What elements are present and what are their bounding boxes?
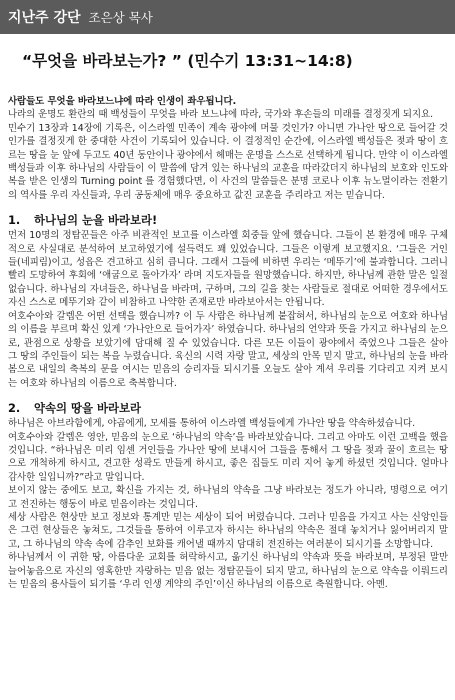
header-speaker: 조은상 목사 bbox=[88, 10, 153, 25]
section-1-number: 1. bbox=[8, 213, 21, 228]
section-2-paragraph-4: 세상 사람은 현상만 보고 정보와 통계만 믿는 세상이 되어 버렸습니다. 그러나 믿음을 가지고 사는 신앙인들은 그런 현상들은 놓쳐도, 그것들을 통하여 이루고자 하시는 하나님의 약속은 절대 놓치거나 잃어버리지 말고, 그 하나님의 약속 속에 감추인 보화를 캐어낼 때까지 담대히 전진하는 여러분이 되시기를 소망합니다. bbox=[8, 511, 448, 550]
sermon-body bbox=[0, 95, 455, 591]
page-header bbox=[0, 0, 455, 34]
intro-lead: 사람들도 무엇을 바라보느냐에 따라 인생이 좌우됩니다. bbox=[8, 96, 237, 107]
intro-paragraph-1: 나라의 운명도 환란의 때 백성들이 무엇을 바라 보느냐에 따라, 국가와 후손들의 미래를 결정짓게 되지요. bbox=[8, 109, 434, 121]
section-2-paragraph-2: 여호수아와 갈렙은 영안, 믿음의 눈으로 ‘하나님의 약속’을 바라보았습니다. 그리고 아마도 이런 고백을 했을 것입니다. “하나님은 미리 임센 거인들을 가나안 땅에 보내시어 그들을 통해서 그 땅을 젖과 꿀이 흐르는 땅으로 개척하게 하시고, 견고한 성곽도 만들게 하시고, 좋은 집들도 미리 지어 놓게 하셨던 것입니다. 얼마나 감사한 일입니까?”라고 말입니다. bbox=[8, 431, 448, 483]
sermon-title: “무엇을 바라보는가? ” (민수기 13:31~14:8) bbox=[22, 52, 353, 70]
section-1-paragraph-2: 여호수아와 갈렙은 어떤 선택을 했습니까? 이 두 사람은 하나님께 붙잡혀서, 하나님의 눈으로 여호와 하나님의 이름을 부르며 확신 있게 ‘가나안으로 들어가자’ 하였습니다. 하나님의 언약과 뜻을 가지고 하나님의 눈으로, 관점으로 상황을 보았기에 담대해 질 수 있었습니다. 다른 모든 이들이 광야에서 죽었으나 그들은 살아 그 땅의 주인들이 되는 복을 누렸습니다. 육신의 시력 자랑 말고, 세상의 안목 믿지 말고, 하나님의 눈을 바라봄으로 내일의 축복의 문을 여시는 믿음의 승리자들 되시기를 오늘도 살아 계셔 우리를 기다리고 지켜 보시는 여호와 하나님의 이름으로 축복합니다. bbox=[8, 310, 448, 389]
section-2-number: 2. bbox=[8, 401, 21, 416]
section-2-paragraph-5: 하나님께서 이 귀한 땅, 아름다운 교회를 허락하시고, 옮기신 하나님의 약속과 뜻을 바라보며, 부정된 말만 늘어놓음으로 자신의 영혹한만 자랑하는 믿음 없는 정탐꾼들이 되지 말고, 하나님의 눈으로 약속을 이뤄드리는 믿음의 용사들이 되기를 ‘우리 인생 계약의 주인’이신 하나님의 이름으로 축원합니다. 아멘. bbox=[8, 552, 448, 590]
intro-paragraph-2: 민수기 13장과 14장에 기록은, 이스라엘 민족이 계속 광야에 머물 것인가? 아니면 가나안 땅으로 들어갈 것인가를 결정짓게 한 중대한 사건이 기록되어 있습니다. 이 결정적인 순간에, 이스라엘 백성들은 젖과 땅이 흐르는 땅을 눈 앞에 두고도 40년 동안이나 광야에서 헤매는 운명을 스스로 선택하게 됩니다. 만약 이 이스라엘 백성들과 이후 하나님의 사람들이 이 말씀에 담겨 있는 하나님의 교훈을 따라갔더지 하나님의 보호와 인도와 복을 받은 인생의 Turning point 를 경험했다면, 이 사건의 말씀들은 분명 코로나 이후 뉴노멀이라는 전환기의 역사를 우리 자신들과, 우리 공동체에 매우 중요하고 값진 교훈을 주리라고 저는 믿습니다. bbox=[8, 122, 448, 201]
section-2-paragraph-3: 보이지 않는 중에도 보고, 확신을 가지는 것, 하나님의 약속을 그냥 바라보는 정도가 아니라, 명령으로 여기고 전진하는 행동이 바로 믿음이라는 것입니다. bbox=[8, 485, 448, 510]
section-2-paragraph-1: 하나님은 아브라함에게, 야곱에게, 모세를 통하여 이스라엘 백성들에게 가나안 땅을 약속하셨습니다. bbox=[8, 418, 416, 430]
section-2-title: 약속의 땅을 바라보라 bbox=[34, 401, 141, 416]
section-1-title: 하나님의 눈을 바라보라! bbox=[34, 213, 158, 228]
header-title: 지난주 강단 bbox=[8, 10, 81, 26]
section-2-heading bbox=[8, 400, 448, 416]
section-1-paragraph-1: 먼저 10명의 정탐꾼들은 아주 비관적인 보고를 이스라엘 회중들 앞에 했습니다. 그들이 본 환경에 매우 구체적으로 사실대로 분석하여 보고하였기에 설득력도 꽤 있었습니다. 그들은 이렇게 보고했지요. ‘그들은 거인들(네피림)이고, 성읍은 견고하고 심히 큽니다. 그래서 그들에 비하면 우리는 ‘메뚜기’에 불과합니다. 그러니 빨리 도망하여 후회에 ‘애굽으로 돌아가자’ 라며 지도자들을 원망했습니다. 하지만, 하나님께 관한 말은 일절 없습니다. 하나님의 자녀들은, 하나님을 바라며, 구하며, 그의 길을 찾는 사람들로 절대로 어떠한 경우에서도 자신 스스로 메뚜기와 같이 비참하고 나약한 존재로만 바라보아서는 안됩니다. bbox=[8, 230, 448, 309]
section-1-heading bbox=[8, 212, 448, 228]
